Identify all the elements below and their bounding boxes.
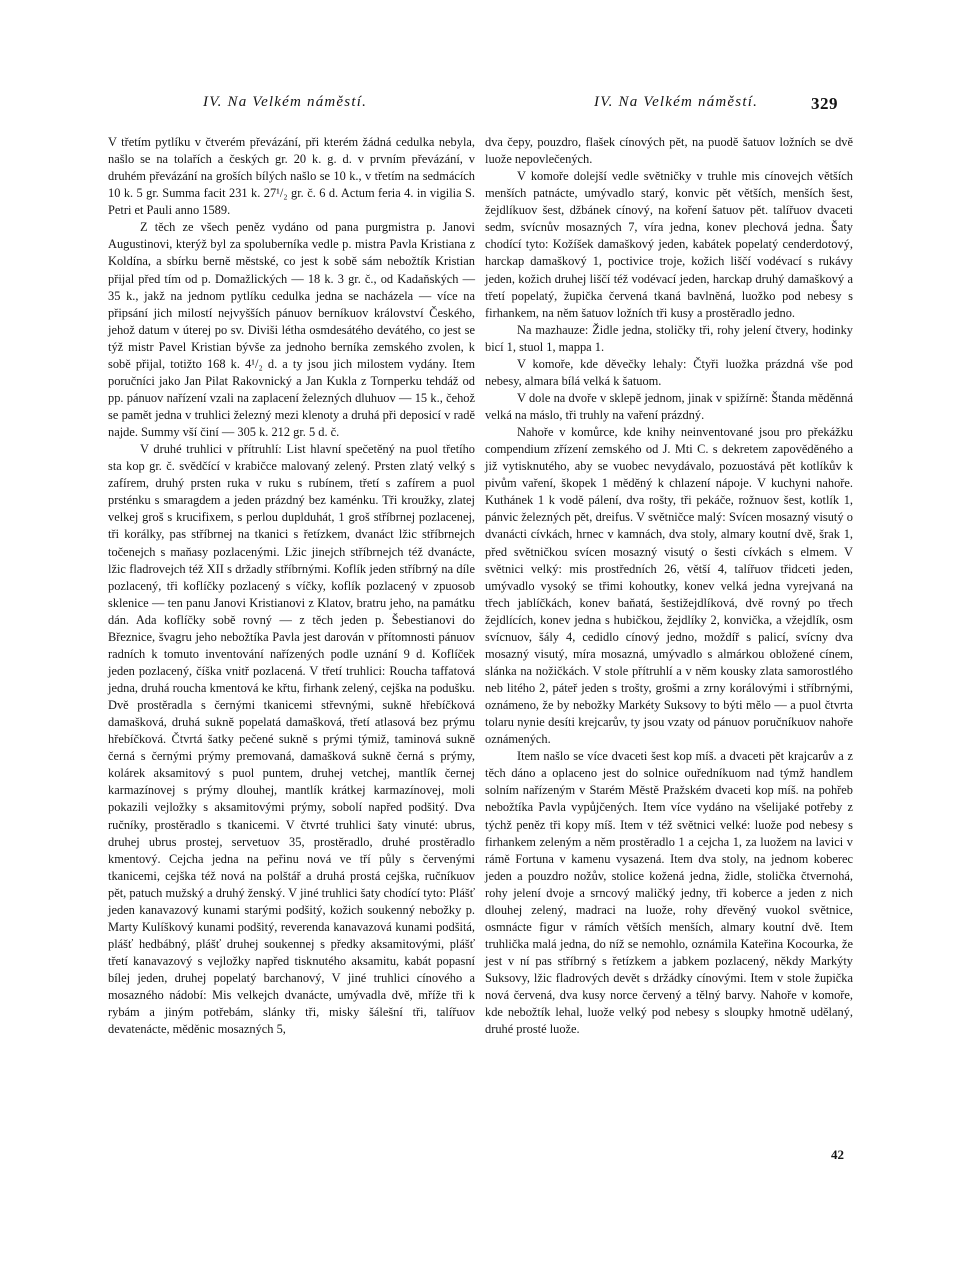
- running-head-left: IV. Na Velkém náměstí.: [203, 94, 368, 110]
- paragraph: Item našlo se více dvaceti šest kop míš. a dvaceti pět krajcarův a z těch dáno a oplaceno jest do solnice ouředníkuom nad týmž handlem solním nařízeným v Starém Městě Pražském dvaceti kop míš. na pohřeb nebožtíka Pavla vypůjčených. Item více vydáno na všelijaké potřeby z týchž peněz tři kopy míš. Item v též světnici velké: luože pod nebesy s firhankem zeleným a něm prostěradlo 1 a cejcha 1, za luožem na lavici v rámě Fortuna v kamenu vysazená. Item dva stoly, na jednom koberec jeden a pouzdro nožův, stolice kožená jedna, židle, stolička čtvernohá, rohy jelení dvoje a srncový maličký jedny, tři koberce a jeden z nich dlouhej zelený, madraci na luože, rohy dřevěný vuokol světnice, osmnácte figur v rámích větších menších, almary koutní dvě. Item truhlička malá jedna, do níž se nemohlo, oznámila Kateřina Kocourka, že jest v ní pas stříbrný s řetízkem a jabkem pozlacený, někdy Markýty Suksovy, lžic fladrových devět s držádky cínovými. Item v stole župička nová červená, dva kusy norce červený a tělný barvy. Nahoře v komoře, kde nebožtík lehal, luože velký pod nebesy s sloupky hmotně udělaný, druhé prosté luože.: [485, 749, 853, 1037]
- running-head-right: IV. Na Velkém náměstí.: [594, 94, 759, 110]
- paragraph: V komoře, kde děvečky lehaly: Čtyři luožka prázdná vše pod nebesy, almara bílá velká k šatuom.: [485, 356, 853, 388]
- paragraph: V dole na dvoře v sklepě jednom, jinak v spižírně: Štanda měděnná velká na máslo, tři truhly na vaření prázdný.: [485, 390, 853, 422]
- page-number: 329: [811, 94, 838, 113]
- paragraph: V třetím pytlíku v čtverém převázání, při kterém žádná cedulka nebyla, našlo se na tolařích a českých gr. 20 k. g. d. v prvním převázání, v druhém převázání na groších bílých našlo se 10 k., v třetím na sedmácích 10 k. 5 gr. Summa facit 231 k. 27¹/₂ gr. č. 6 d. Actum feria 4. in vigilia S. Petri et Pauli anno 1589.: [108, 135, 475, 218]
- left-column: [108, 134, 475, 1038]
- paragraph: V druhé truhlici v přítruhlí: List hlavní spečetěný na puol třetího sta kop gr. č. svědčící v krabičce malovaný zelený. Prsten zlatý velký s zafírem, druhý prsten ruka v ruku s rubínem, třetí s zafírem a puol prsténku s smaragdem a jeden prázdný bez kaménku. Tři kroužky, zlatej velkej groš s krucifixem, s perlou duplduhát, 1 groš stříbrnej pozlacenej, tři korálky, pas stříbrnej na tkanici s řetízkem, dvanáct lžic stříbrnejch točenejch s maňasy pozlacenými. Lžic jinejch stříbrnejch též dvanácte, lžic fladrovejch též XII s držadly stříbrnými. Koflík jeden stříbrný na díle pozlacený, tři koflíčky pozlacený s víčky, koflík pozlacený v zpuosob sklenice — ten panu Janovi Kristianovi z Klatov, bratru jeho, na památku dán. Ada koflíčky sobě rovný — z těch jeden p. Šebestianovi do Březnice, švagru jeho nebožtíka Pavla jest darován v přítomnosti pánuov radních k tomuto inventování nařízených podle uznání 9 d. Koflíček jeden pozlacený, číška vnitř pozlacená. V třetí truhlici: Roucha taffatová jedna, druhá roucha kmentová ke křtu, firhank zelený, cejška na podušku. Dvě prostěradla s černými tkanicemi střevnými, sukně hřebíčková damašková, druhá sukně popelatá damašková, třetí atlasová bez prýmu hřebíčková. Čtvrtá šatky pečené sukně s prými týmiž, taminová sukně černá s černými prýmy premovaná, damašková sukně černá s prýmy, kolárek aksamitový s puol puntem, druhej vetchej, mantlík černej karmazínovej s prýmy dlouhej, mantlík krátkej karmazínovej, moli pokazili vejložky s aksamitovými prýmy, sobolí napřed podšitý. Dva ručníky, prostěradlo s tkanicemi. V čtvrté truhlici šaty vinuté: ubrus, druhej ubrus prostej, servetuov 35, prostěradlo, druhé prostěradlo kmentový. Cejcha jedna na peřinu nová ve tří půly s červenými tkanicemi, cejška též nová na polštář a druhá prostá cejška, ručníkuov pět, patuch mužský a druhý ženský. V jiné truhlici šaty chodící tyto: Plášť jeden kanavazový kunami starými podšitý, kožich soukenný nebožky p. Marty Kulíškový kunami podšitý, reverenda kanavazová kunami podšitá, plášť hedbábný, plášť druhej soukennej s předky aksamitovými, plášť třetí kanavazový s vejložky napřed tisknutého aksamitu, kabát popasní bílej jeden, druhej popelatý barchanový, V jiné truhlici cínového a mosazného nádobí: Mis velkejch dvanácte, umývadla dvě, mříže tři k rybám a jiným potřebám, slánky tři, misky šálešní tři, talířuov devatenácte, měděnic mosazných 5,: [108, 442, 475, 1037]
- paragraph: dva čepy, pouzdro, flašek cínových pět, na puodě šatuov ložních se dvě luože nepovlečených.: [485, 135, 853, 167]
- paragraph: V komoře dolejší vedle světničky v truhle mis cínovejch větších menších patnácte, umývadlo starý, konvic pět větších, menších šest, žejdlíkuov šest, džbánek cínový, na koření šatuov pět. talířuov dvaceti sedm, svícnův mosazných 7, víra jedna, konev plechová jedna. Šaty chodící tyto: Kožíšek damaškový jeden, kabátek popelatý cenderdotový, harckap damaškový 1, poctivice troje, kožich liščí vodévací s rukávy jeden, kožich druhej liščí též vodévací jeden, harckap druhý damaškový a třetí popelatý, župička červená tkaná bavlněná, luožko pod nebesy s firhankem, na něm šatuov ložních tři kusy a prostěradlo jedno.: [485, 169, 853, 320]
- paragraph: Na mazhauze: Židle jedna, stoličky tři, rohy jelení čtvery, hodinky bicí 1, stuol 1, mappa 1.: [485, 322, 853, 354]
- signature-mark: 42: [831, 1147, 844, 1162]
- paragraph: Z těch ze všech peněz vydáno od pana purgmistra p. Janovi Augustinovi, kterýž byl za spoluberníka vedle p. mistra Pavla Kristiana z Koldína, a sbírku berně městské, co jest k sobě sám nebožtík Kristian přijal před tím od p. Domažlických — 18 k. 3 gr. č., od Kadaňských — 35 k., jakž na jednom pytlíku cedulka jedna se nacházela — více na připsání jich milostí nejvyšších pánuov berníkuov království Českého, jehož datum v úterej po sv. Diviši létha osmdesátého devátého, co jest se týž mistr Pavel Kristian bývše za jednoho berníka zemského zvolen, k sobě přijal, totižto 168 k. 4¹/₂ d. a ty jsou jich milostem vydány. Item poručníci jako Jan Pilat Rakovnický a Jan Kukla z Tornperku tehdáž od pp. pánuov nařízení vzali na zaplacení železných dluhuov — 15 k., čehož se pamět jedna v truhlici železný mezi klenoty a druhá při deposicí v radě najde. Summy vší činí — 305 k. 212 gr. 5 d. č.: [108, 220, 475, 440]
- paragraph: Nahoře v komůrce, kde knihy neinventované jsou pro překážku compendium zřízení zemského od J. Mti C. s dekretem zapověděného a již vytisknutého, aby se vuobec nevydávalo, pozuostává pět kotlíkův k pivům vaření, škopek 1 měděný k chlazení nápoje. V kuchyni nahoře. Kuthánek 1 k vodě pálení, dva rošty, tři pekáče, rožnuov šest, kotlík 1, pánvic železných pět, dreifus. V světničce malý: Svícen mosazný visutý o dvanácti cívkách, hrnec v kamnách, dva stoly, almary koutní dvě, šrak 1, před světničkou svícen mosazný visutý o šesti cívkách s elmem. V světnici velký: mis prostředních 26, větší 4, talířuov třidceti jeden, umývadlo vysoký se třimi kohoutky, konev velká jedna vyrejvaná na třech jablíčkách, konev baňatá, šestižejdlíková, dvě rovný po třech žejdlících, konev jedna s hubičkou, žejdlíky 2, konvička, a vžejdlík, osm svícnuov, šály 4, cedidlo cínový jedno, moždíř s palicí, svícny dva mosazný visutý, míra mosazná, umývadlo s almárkou obložené cínem, slánka na nožičkách. V stole přítruhlí a v něm kousky zlata samorostlého neb litého 2, páteř jeden s trošty, grošmi a zrny korálovými i stříbrnými, oznámeno, že by nebožky Markéty Suksovy to býti mělo — a puol čtvrta tolaru nynie desíti krejcarův, ty jsou vzaty od pánuov poručníkuov nahoře oznámených.: [485, 425, 853, 747]
- right-column: [485, 134, 853, 1038]
